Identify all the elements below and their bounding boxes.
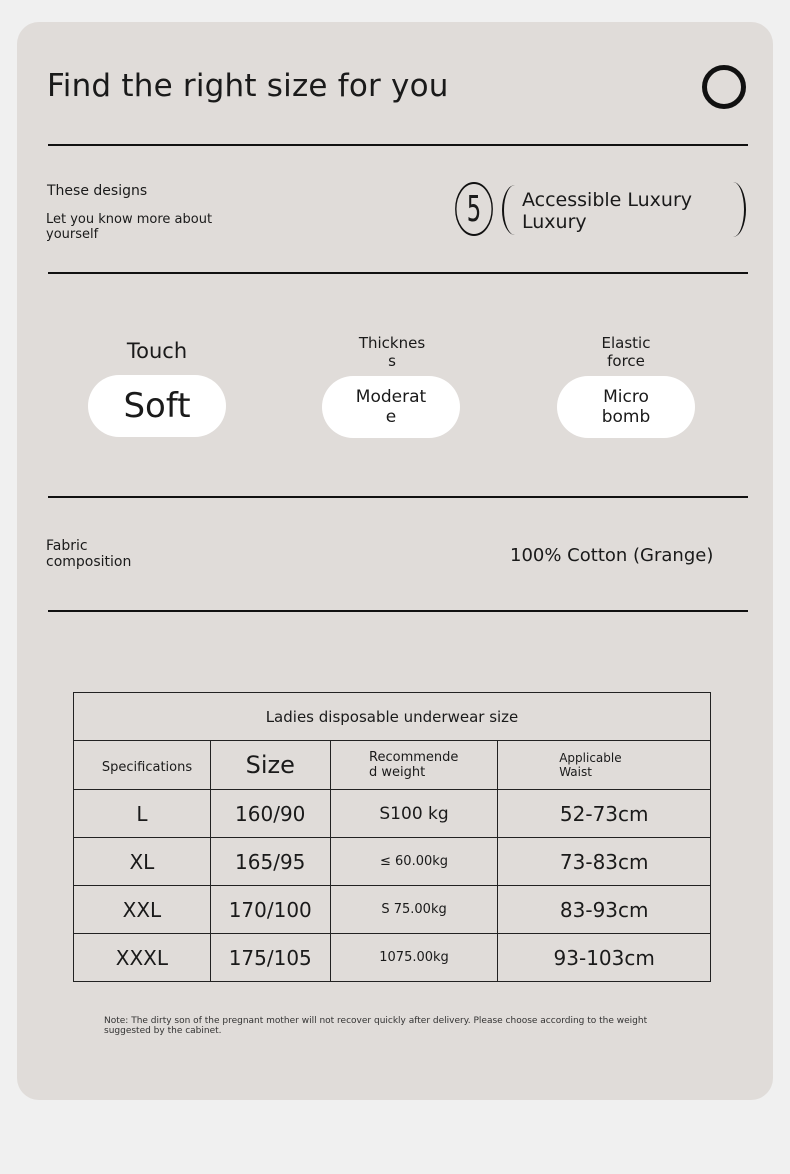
attr-touch-value: Soft bbox=[88, 375, 226, 437]
divider bbox=[48, 496, 748, 498]
fabric-value: 100% Cotton (Grange) bbox=[510, 545, 714, 566]
attr-thickness-value: Moderate bbox=[322, 376, 460, 438]
series-number-badge: 5 bbox=[455, 182, 493, 236]
divider bbox=[48, 610, 748, 612]
header-size: Size bbox=[210, 741, 330, 790]
circle-icon bbox=[702, 65, 746, 109]
series-line-2: Luxury bbox=[522, 211, 587, 233]
header-specifications: Specifications bbox=[74, 741, 211, 790]
cell-spec: XXL bbox=[74, 886, 211, 934]
cell-waist: 73-83cm bbox=[498, 838, 711, 886]
table-header-row bbox=[74, 741, 711, 790]
cell-spec: XXXL bbox=[74, 934, 211, 982]
cell-size: 160/90 bbox=[210, 790, 330, 838]
series-label bbox=[522, 189, 692, 233]
cell-waist: 93-103cm bbox=[498, 934, 711, 982]
attr-elastic-label: Elastic force bbox=[601, 334, 651, 370]
cell-spec: L bbox=[74, 790, 211, 838]
designs-heading: These designs bbox=[47, 183, 148, 199]
table-caption: Ladies disposable underwear size bbox=[74, 693, 711, 741]
divider bbox=[48, 272, 748, 274]
attr-touch-label: Touch bbox=[126, 339, 188, 363]
cell-waist: 52-73cm bbox=[498, 790, 711, 838]
footnote: Note: The dirty son of the pregnant mother will not recover quickly after delivery. Please choose according to the weight suggested by the cabinet. bbox=[104, 1016, 648, 1036]
attr-elastic-value: Micro bomb bbox=[557, 376, 695, 438]
header-weight: Recommended weight bbox=[330, 741, 498, 790]
cell-weight: S100 kg bbox=[330, 790, 498, 838]
cell-weight: 1075.00kg bbox=[330, 934, 498, 982]
cell-size: 170/100 bbox=[210, 886, 330, 934]
fabric-label: Fabric composition bbox=[46, 538, 132, 570]
designs-subtext: Let you know more about yourself bbox=[46, 212, 213, 242]
divider bbox=[48, 144, 748, 146]
cell-spec: XL bbox=[74, 838, 211, 886]
cell-waist: 83-93cm bbox=[498, 886, 711, 934]
table-row bbox=[74, 838, 711, 886]
cell-weight: ≤ 60.00kg bbox=[330, 838, 498, 886]
table-row bbox=[74, 934, 711, 982]
page-title: Find the right size for you bbox=[47, 68, 449, 104]
attr-thickness-label: Thickness bbox=[358, 334, 426, 370]
cell-size: 175/105 bbox=[210, 934, 330, 982]
cell-size: 165/95 bbox=[210, 838, 330, 886]
series-line-1: Accessible Luxury bbox=[522, 189, 693, 211]
size-table bbox=[73, 692, 711, 982]
header-waist: Applicable Waist bbox=[498, 741, 711, 790]
table-row bbox=[74, 886, 711, 934]
table-row bbox=[74, 790, 711, 838]
right-bracket-icon bbox=[720, 182, 746, 237]
cell-weight: S 75.00kg bbox=[330, 886, 498, 934]
